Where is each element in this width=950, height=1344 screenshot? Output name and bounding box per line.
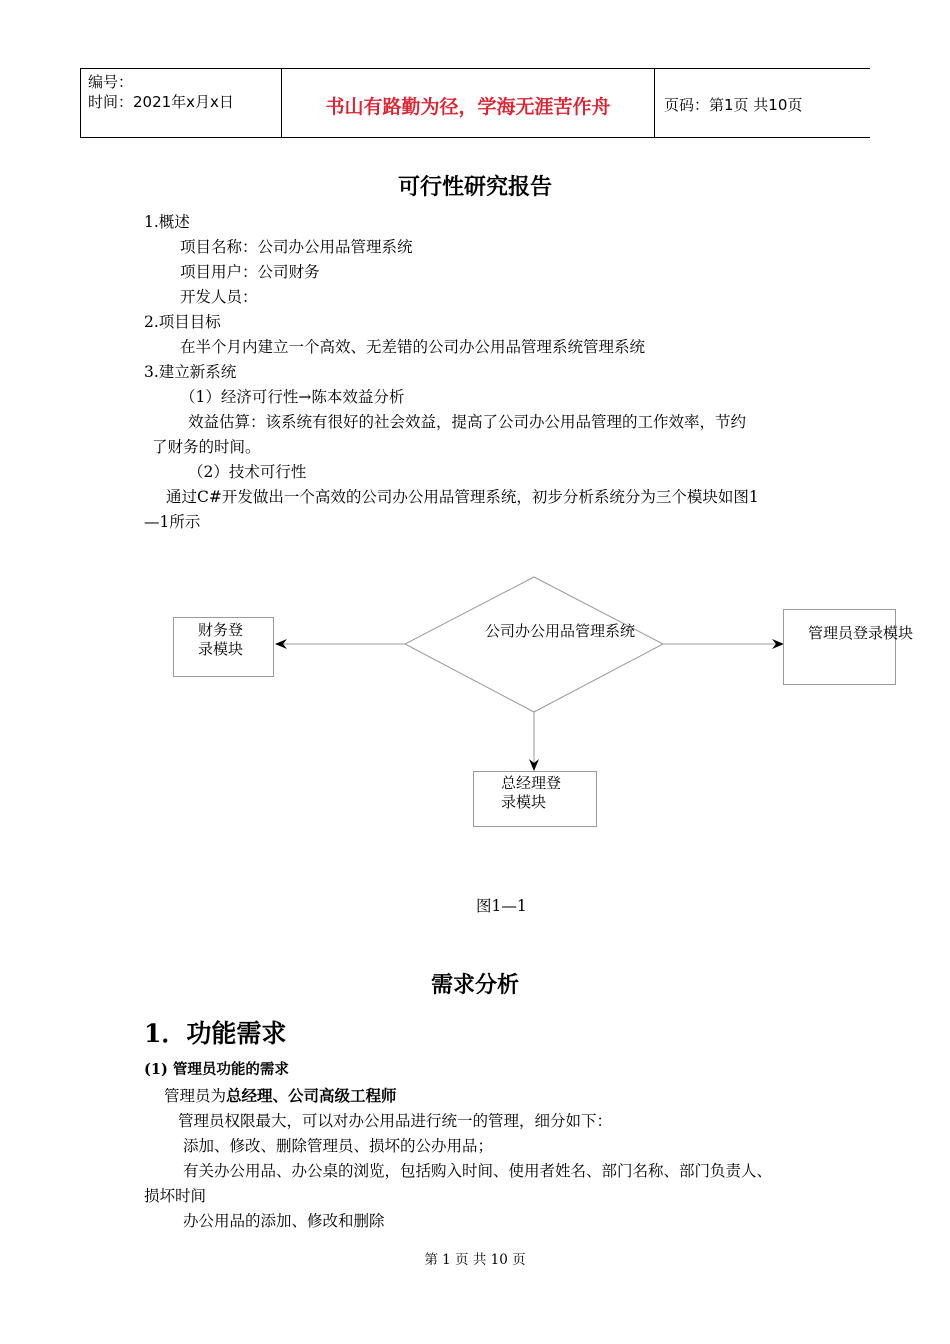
admin-browse-cont: 损坏时间 [144,1187,207,1205]
manager-module-label-cont: 录模块 [501,793,547,811]
doc-time-label: 时间：2021年x月x日 [88,93,234,111]
technical-text-cont: —1所示 [144,513,201,531]
technical-feasibility: （2）技术可行性 [188,463,307,481]
page-footer: 第 1 页 共 10 页 [424,1252,526,1268]
figure-caption: 图1—1 [476,897,527,915]
goal-text: 在半个月内建立一个高效、无差错的公司办公用品管理系统管理系统 [180,338,646,356]
technical-text: 通过C#开发做出一个高效的公司办公用品管理系统，初步分析系统分为三个模块如图1 [166,488,759,506]
functional-requirements-heading: 1．功能需求 [144,1019,287,1048]
manager-login-module [473,771,597,827]
admin-permissions: 管理员权限最大，可以对办公用品进行统一的管理，细分如下： [178,1112,613,1130]
finance-module-label-cont: 录模块 [198,640,244,658]
admin-requirements-heading: (1) 管理员功能的需求 [144,1061,289,1078]
admin-roles-line [164,1084,397,1106]
benefit-text: 效益估算：该系统有很好的社会效益，提高了公司办公用品管理的工作效率，节约 [188,413,747,431]
admin-browse: 有关办公用品、办公桌的浏览，包括购入时间、使用者姓名、部门名称、部门负责人、 [183,1162,773,1180]
admin-roles: 总经理、公司高级工程师 [226,1086,397,1105]
admin-module-label: 管理员登录模块 [808,624,914,642]
requirements-title: 需求分析 [430,972,519,998]
economic-feasibility: （1）经济可行性→陈本效益分析 [180,388,405,406]
project-users: 项目用户：公司财务 [180,263,320,281]
finance-module-label: 财务登 [198,621,244,639]
new-system-heading: 3.建立新系统 [144,363,237,381]
developers: 开发人员： [180,288,258,306]
admin-supplies: 办公用品的添加、修改和删除 [183,1212,385,1230]
diagram-center-label: 公司办公用品管理系统 [485,622,636,640]
project-name: 项目名称：公司办公用品管理系统 [180,238,413,256]
admin-roles-prefix: 管理员为 [164,1087,227,1105]
benefit-text-cont: 了财务的时间。 [152,438,261,456]
overview-heading: 1.概述 [144,213,190,231]
document-title: 可行性研究报告 [397,174,552,200]
goal-heading: 2.项目目标 [144,313,221,331]
manager-module-label: 总经理登 [501,774,562,792]
header-motto: 书山有路勤为径，学海无涯苦作舟 [325,96,611,118]
admin-add-modify: 添加、修改、删除管理员、损坏的公办用品； [183,1137,494,1155]
system-diamond [405,577,663,712]
finance-login-module [173,617,274,677]
admin-login-module [783,609,914,685]
header-page-count: 页码：第1页 共10页 [664,96,803,114]
doc-number-label: 编号： [88,73,134,91]
